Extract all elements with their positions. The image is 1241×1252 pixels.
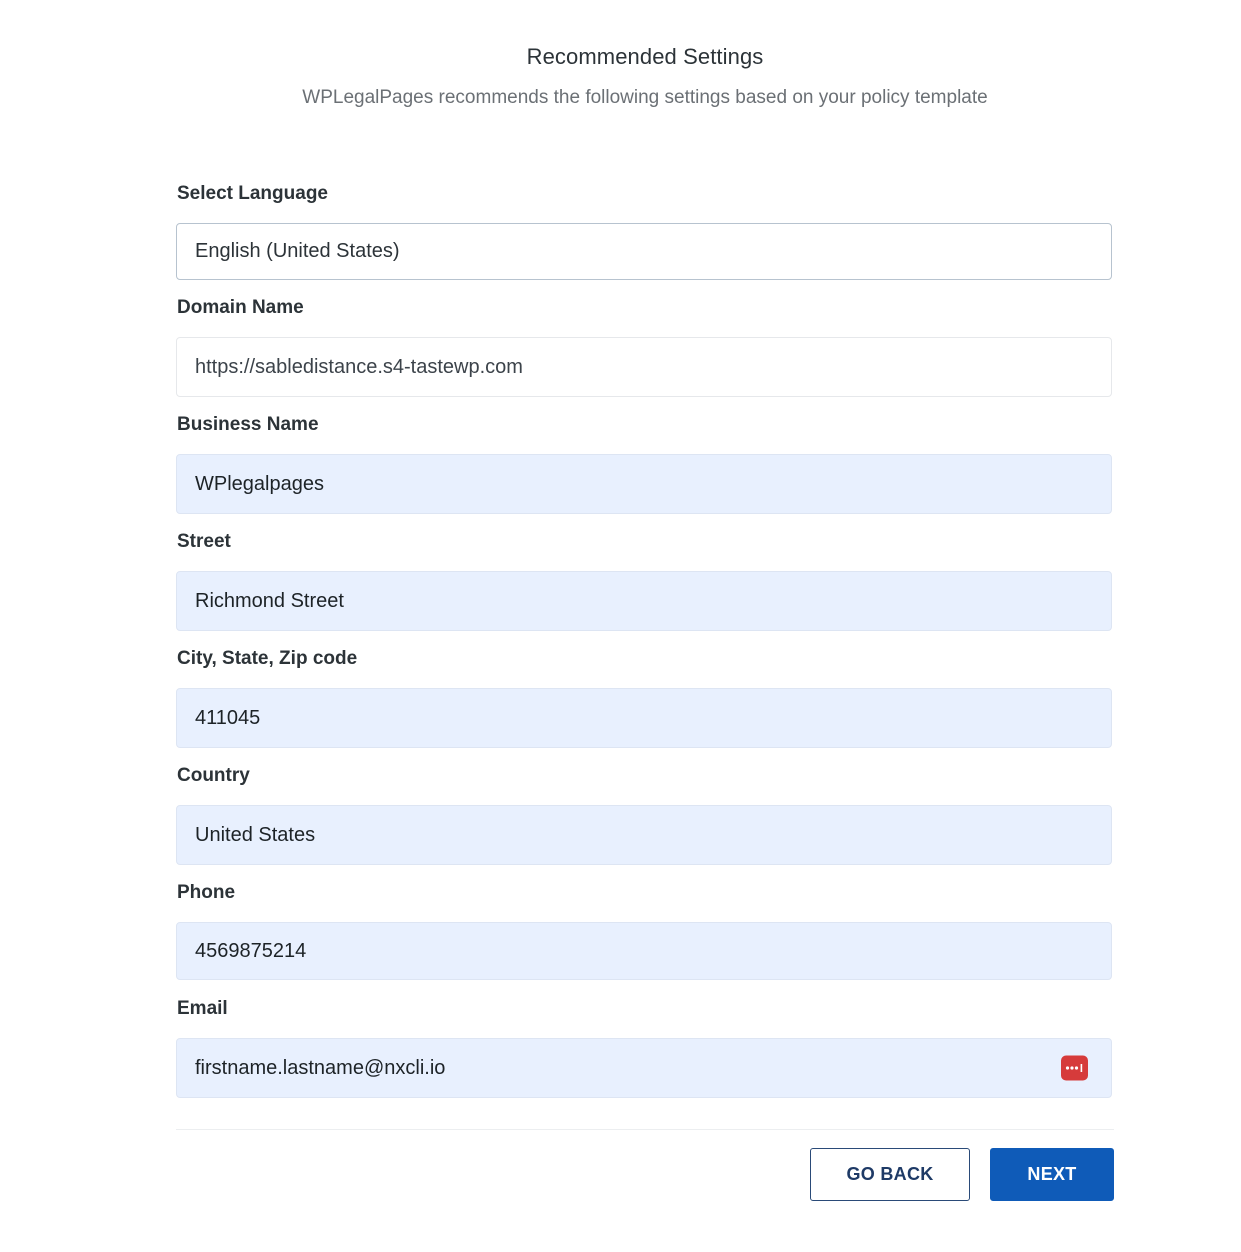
page-title: Recommended Settings	[526, 44, 764, 69]
country-input-value: United States	[195, 823, 316, 846]
password-manager-icon[interactable]	[1061, 1056, 1088, 1081]
next-button[interactable]: NEXT	[990, 1148, 1114, 1201]
country-input[interactable]	[176, 805, 1112, 865]
language-label: Select Language	[177, 183, 328, 204]
phone-input-value: 4569875214	[195, 939, 307, 962]
phone-input[interactable]	[176, 922, 1112, 980]
email-input[interactable]	[176, 1038, 1112, 1098]
city-input[interactable]	[176, 688, 1112, 748]
phone-label: Phone	[177, 882, 236, 903]
go-back-button[interactable]: GO BACK	[810, 1148, 970, 1201]
page-subtitle: WPLegalPages recommends the following settings based on your policy template	[302, 87, 988, 108]
street-input-value: Richmond Street	[195, 589, 344, 612]
footer-divider	[176, 1129, 1114, 1130]
language-select[interactable]	[176, 223, 1112, 280]
street-label: Street	[177, 531, 231, 552]
email-label: Email	[177, 998, 228, 1019]
city-input-value: 411045	[195, 706, 261, 729]
country-label: Country	[177, 765, 250, 786]
domain-input-value: https://sabledistance.s4-tastewp.com	[195, 355, 523, 378]
street-input[interactable]	[176, 571, 1112, 631]
email-input-value: firstname.lastname@nxcli.io	[195, 1056, 446, 1079]
business-input[interactable]	[176, 454, 1112, 514]
domain-input[interactable]	[176, 337, 1112, 397]
business-label: Business Name	[177, 414, 319, 435]
business-input-value: WPlegalpages	[195, 472, 324, 495]
domain-label: Domain Name	[177, 297, 304, 318]
city-label: City, State, Zip code	[177, 648, 358, 669]
language-select-value: English (United States)	[195, 240, 400, 262]
